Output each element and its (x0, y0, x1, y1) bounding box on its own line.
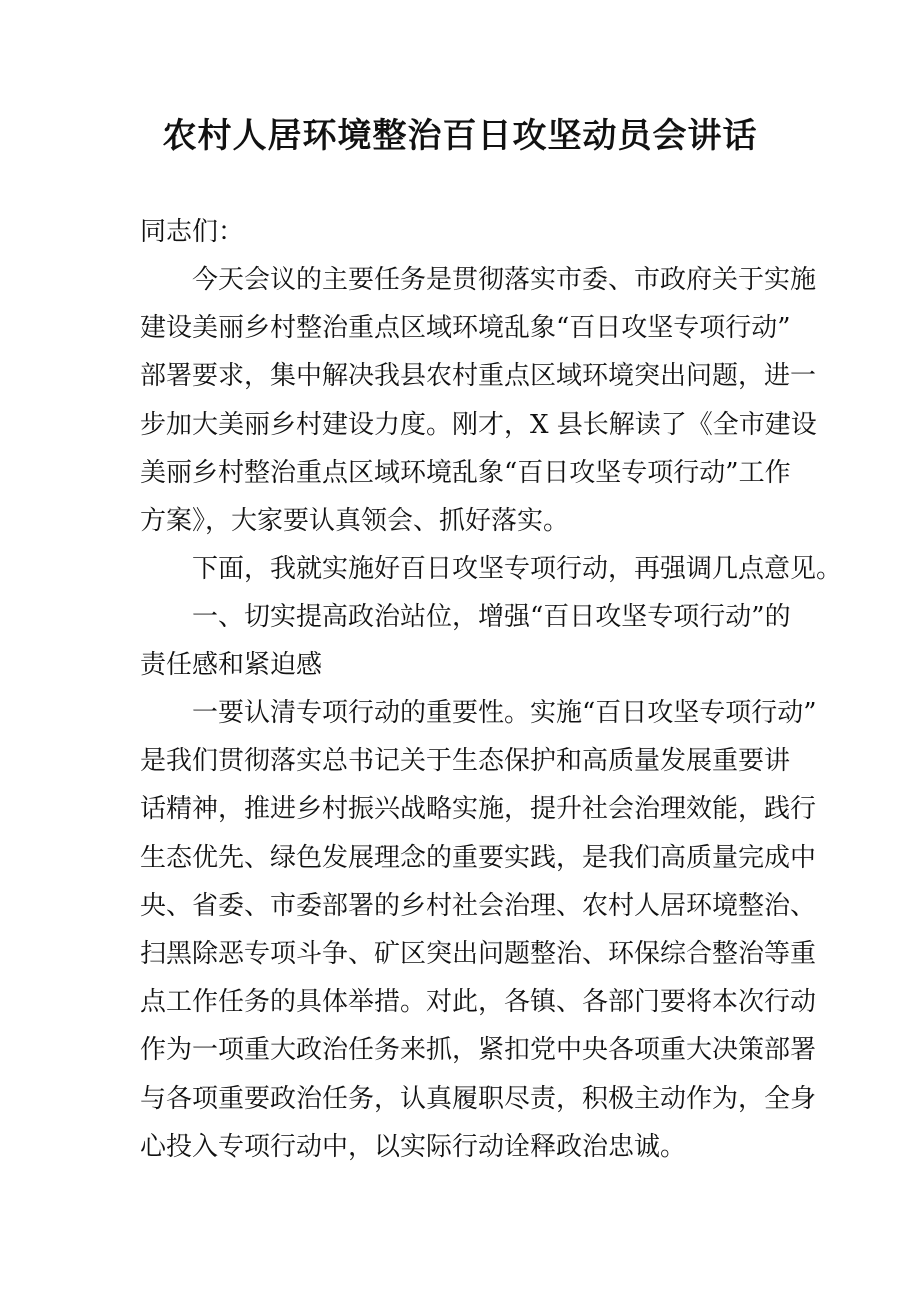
section-heading-1 (140, 593, 790, 689)
paragraph-line: 部署要求，集中解决我县农村重点区域环境突出问题，进一 (140, 361, 817, 392)
salutation-line: 同志们： (140, 217, 245, 247)
paragraph-line: 是我们贯彻落实总书记关于生态保护和高质量发展重要讲 (140, 746, 791, 777)
heading-line: 一、切实提高政治站位，增强“百日攻坚专项行动”的 (192, 602, 791, 632)
paragraph-line: 步加大美丽乡村建设力度。刚才，X 县长解读了《全市建设 (140, 409, 817, 440)
paragraph-line: 建设美丽乡村整治重点区域环境乱象“百日攻坚专项行动” (140, 313, 791, 344)
paragraph-line: 生态优先、绿色发展理念的重要实践，是我们高质量完成中 (140, 842, 817, 873)
paragraph-line: 扫黑除恶专项斗争、矿区突出问题整治、环保综合整治等重 (140, 938, 817, 969)
paragraph-line: 与各项重要政治任务，认真履职尽责，积极主动作为，全身 (140, 1083, 817, 1114)
paragraph-1 (140, 256, 817, 545)
paragraph-line: 心投入专项行动中，以实际行动诠释政治忠诚。 (140, 1131, 687, 1162)
salutation (140, 208, 790, 256)
paragraph-line: 话精神，推进乡村振兴战略实施，提升社会治理效能，践行 (140, 794, 817, 825)
paragraph-line: 方案》，大家要认真领会、抓好落实。 (140, 505, 570, 536)
paragraph-line: 下面，我就实施好百日攻坚专项行动，再强调几点意见。 (192, 554, 843, 584)
document-title: 农村人居环境整治百日攻坚动员会讲话 (162, 116, 758, 156)
paragraph-line: 美丽乡村整治重点区域环境乱象“百日攻坚专项行动”工作 (140, 457, 791, 488)
paragraph-4 (140, 689, 817, 1171)
heading-line: 责任感和紧迫感 (140, 650, 323, 681)
paragraph-line: 今天会议的主要任务是贯彻落实市委、市政府关于实施 (192, 265, 817, 295)
paragraph-2 (140, 545, 843, 593)
paragraph-line: 作为一项重大政治任务来抓，紧扣党中央各项重大决策部署 (140, 1035, 817, 1066)
paragraph-line: 点工作任务的具体举措。对此，各镇、各部门要将本次行动 (140, 987, 817, 1018)
paragraph-line: 一要认清专项行动的重要性。实施“百日攻坚专项行动” (192, 698, 817, 728)
paragraph-line: 央、省委、市委部署的乡村社会治理、农村人居环境整治、 (140, 890, 817, 921)
